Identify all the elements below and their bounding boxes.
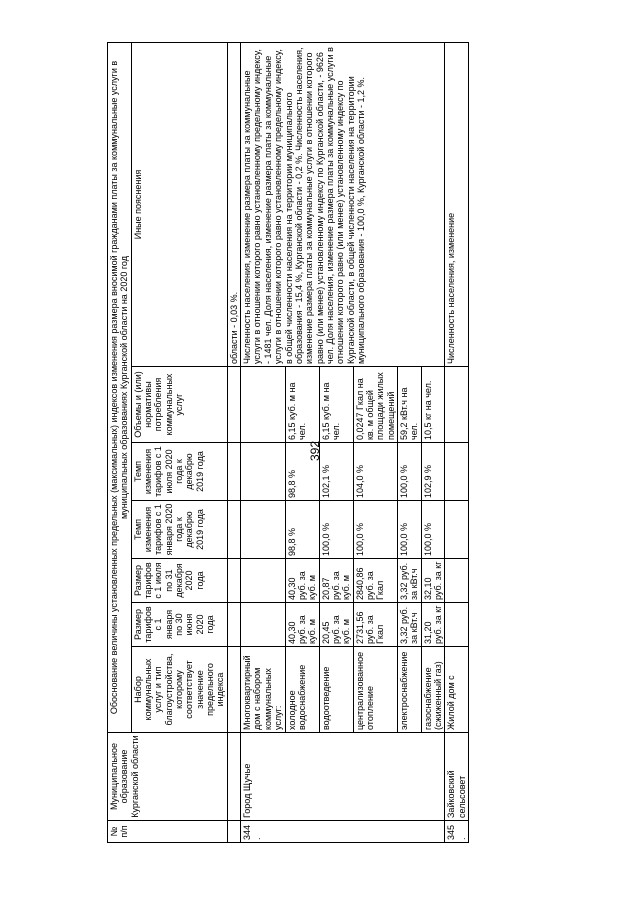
municipality-name: Город Щучье xyxy=(241,733,445,821)
rate-1: 100,0 % xyxy=(319,501,353,559)
tariff-2: 2840,86 руб. за Гкал xyxy=(353,559,397,603)
service-name: электроснабжение xyxy=(397,647,421,733)
service-name: холодное водоснабжение xyxy=(285,647,319,733)
set-title: Многоквартирный дом с набором коммунальных услуг: xyxy=(241,647,285,733)
header-tariff-1: Размер тарифов с 1 января по 30 июня 2020 года xyxy=(131,603,227,647)
tariff-2: 3,32 руб. за кВт.ч xyxy=(397,559,421,603)
volume: 10,5 кг на чел. xyxy=(421,367,445,443)
row-345 xyxy=(445,43,469,843)
row-344 xyxy=(241,43,285,843)
volume: 6,15 куб. м на чел. xyxy=(319,367,353,443)
tariff-2: 32,10 руб. за кг xyxy=(421,559,445,603)
header-set: Набор коммунальных услуг и тип благоустройства, которому соответствует значение предельного индекса xyxy=(131,647,227,733)
rotated-table-page xyxy=(107,43,640,843)
rate-1: 100,0 % xyxy=(421,501,445,559)
volume: 6,15 куб. м на чел. xyxy=(285,367,319,443)
volume: 0,0247 Гкал на кв. м общей площади жилых помещений xyxy=(353,367,397,443)
tariff-1: 31,20 руб. за кг xyxy=(421,603,445,647)
notes-cell: Численность населения, изменение xyxy=(445,43,469,367)
header-num: № п/п xyxy=(108,821,228,843)
volume: 59,2 кВт.ч на чел. xyxy=(397,367,421,443)
header-basis: Обоснование величины установленных предельных (максимальных) индексов изменения размера вносимой гражданами платы за коммунальные услуги в муниципальных образованиях Курганской области на 2020 год xyxy=(108,43,132,733)
rate-2: 102,1 % xyxy=(319,443,353,501)
row-number: 344. xyxy=(241,821,445,843)
tariff-2: 20,87 руб. за куб. м xyxy=(319,559,353,603)
rate-2: 100,0 % xyxy=(397,443,421,501)
carry-over-row xyxy=(227,43,240,843)
header-rate-1: Темп изменения тарифов с 1 января 2020 года к декабрю 2019 года xyxy=(131,501,227,559)
header-volume: Объемы и (или) нормативы потребления коммунальных услуг xyxy=(131,367,227,443)
tariff-2: 40,30 руб. за куб. м xyxy=(285,559,319,603)
service-name: централизованное отопление xyxy=(353,647,397,733)
header-row-top xyxy=(108,43,132,843)
service-name: газоснабжение (сжиженный газ) xyxy=(421,647,445,733)
tariff-table xyxy=(107,42,469,843)
carry-over-note: области - 0,03 %. xyxy=(227,43,240,367)
notes-cell: Численность населения, изменение размера платы за коммунальные услуги в отношении которого равно установленному предельному индексу, - 1481 чел. Доля населения, изменение размера платы за коммунальные услуги в отношении которого равно установленному предельному индексу, в общей численности населения на территории муниципального образования - 15,4 %, Курганской области - 0,2 %. Численность населения, изменение размера платы за коммунальные услуги в отношении которого равно (или менее) установленному индексу по Курганской области, - 9626 чел. Доля населения, изменение размера платы за коммунальные услуги в отношении которого равно (или менее) установленному индексу по Курганской области, в общей численности населения на территории муниципального образования - 100,0 %, Курганской области - 1,2 %. xyxy=(241,43,445,367)
header-rate-2: Темп изменения тарифов с 1 июля 2020 года к декабрю 2019 года xyxy=(131,443,227,501)
rate-1: 100,0 % xyxy=(353,501,397,559)
tariff-1: 3,32 руб. за кВт.ч xyxy=(397,603,421,647)
header-municipality: Муниципальное образование Курганской области xyxy=(108,733,228,821)
header-row-sub xyxy=(131,43,227,843)
row-number: 345. xyxy=(445,821,469,843)
set-title: Жилой дом с xyxy=(445,647,469,733)
header-tariff-2: Размер тарифов с 1 июля по 31 декабря 2020 года xyxy=(131,559,227,603)
tariff-1: 40,30 руб. за куб. м xyxy=(285,603,319,647)
tariff-1: 20,45 руб. за куб. м xyxy=(319,603,353,647)
rate-2: 104,0 % xyxy=(353,443,397,501)
page-number: 392 xyxy=(308,440,322,462)
rate-1: 100,0 % xyxy=(397,501,421,559)
rate-1: 98,8 % xyxy=(285,501,319,559)
rate-2: 102,9 % xyxy=(421,443,445,501)
tariff-1: 2731,56 руб. за Гкал xyxy=(353,603,397,647)
service-name: водоотведение xyxy=(319,647,353,733)
rate-2: 98,8 % xyxy=(285,443,319,501)
header-notes: Иные пояснения xyxy=(131,43,227,367)
municipality-name: Зайковский сельсовет xyxy=(445,733,469,821)
